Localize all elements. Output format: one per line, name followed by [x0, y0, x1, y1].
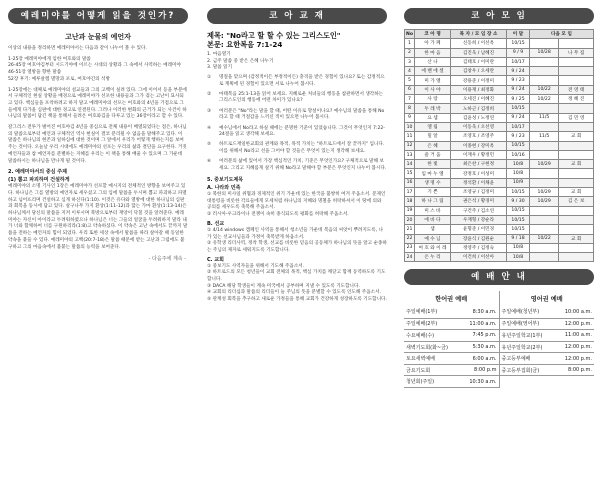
table-cell: 10/15	[507, 188, 530, 197]
table-cell: 23	[405, 243, 415, 252]
table-cell	[559, 76, 594, 85]
service-time: 8:00 p.m.	[555, 364, 594, 376]
table-row	[405, 39, 594, 48]
table-cell: 김 민 영	[559, 113, 594, 122]
table-cell: 9 / 9	[507, 48, 530, 57]
question-item: ① 명절을 맞으며 (감정적이든 부정적이든) 충격을 받은 경험이 있나요? 또는 감정적으로 계획에 된 경험이 있으면 서로 나누어 봅시다.	[207, 75, 385, 87]
service-time: 6:00 a.m.	[460, 353, 498, 365]
table-row	[405, 150, 594, 159]
table-cell: 교 회	[559, 234, 594, 243]
service-row	[500, 318, 595, 330]
table-cell: 15	[405, 169, 415, 178]
table-row	[405, 57, 594, 66]
service-row	[500, 306, 595, 318]
korean-services	[404, 291, 499, 388]
table-cell: 에 바 다	[415, 215, 451, 224]
table-cell: 에 벤 에 셀	[415, 67, 451, 76]
table-cell: 온 누 리	[415, 253, 451, 262]
service-row	[404, 364, 499, 376]
table-row	[405, 160, 594, 169]
table-cell: 강정호 / 이성미	[451, 169, 507, 178]
title-label: 제목:	[207, 31, 224, 40]
table-cell	[530, 215, 559, 224]
table-cell	[559, 178, 594, 187]
table-cell: 조영규 / 김정미	[451, 188, 507, 197]
table-cell	[559, 150, 594, 159]
table-cell: 정영주 / 김정숙	[451, 243, 507, 252]
prayer-item: ① 중보기도 사역자들을 위해서 기도해 주옵소서.	[207, 263, 305, 269]
question-item: ⑤ 하트로드재일한교회의 관계와 목적, 목적 가치는 "하트로드에서 잘 끝까지" 입니다. 이를 위해서 No라고 선을 그어야 할 것들은 무엇이 있는지 생각해 보세요.	[207, 142, 385, 154]
table-cell: 요 셉	[415, 113, 451, 122]
table-cell	[559, 57, 594, 66]
table-cell: 10/22	[530, 85, 559, 94]
table-cell	[559, 253, 594, 262]
table-row	[405, 225, 594, 234]
article-intro: 이상의 내용을 정리하면 예레미야서는 다음과 같이 나누어 볼 수 있다.	[8, 46, 147, 51]
table-cell: 교 회	[559, 188, 594, 197]
table-cell: 미 가 엘	[415, 76, 451, 85]
service-name: 주일예배(2부)	[404, 318, 460, 330]
english-services-table	[500, 306, 595, 376]
table-cell	[559, 169, 594, 178]
outline-item: 46-51장 열방을 향한 말씀	[8, 70, 62, 76]
table-cell	[530, 206, 559, 215]
question-item: ④ 예수님에서 No라고 하실 때에는 분명한 기준이 있었습니다. 그것이 무엇인지 7:22-24절을 읽고 생각해 보세요.	[207, 125, 385, 137]
table-row	[405, 188, 594, 197]
table-cell: 나 무 집	[559, 48, 594, 57]
service-name: 수요예배(수)	[404, 330, 460, 342]
english-services-title: 영어권 예배	[530, 296, 563, 304]
table-row	[405, 113, 594, 122]
table-cell	[530, 178, 559, 187]
service-row	[500, 341, 595, 353]
table-cell: 노하근 / 김정희	[451, 104, 507, 113]
table-row	[405, 76, 594, 85]
table-cell	[559, 122, 594, 131]
prayer-item: ③ DACA 해당 학생들이 계속 미국에서 공부하며 지낼 수 있도록 기도합니다.	[207, 283, 360, 289]
table-cell: 3	[405, 57, 415, 66]
study-title	[207, 31, 387, 49]
table-cell: 정 혜 진	[559, 95, 594, 104]
table-cell: 이재우 / 황정민	[451, 150, 507, 159]
table-cell: 14	[405, 160, 415, 169]
table-row	[405, 197, 594, 206]
table-cell: 두 레 박	[415, 104, 451, 113]
table-cell: 오세진 / 이혜진	[451, 95, 507, 104]
table-cell	[530, 67, 559, 76]
table-row	[405, 234, 594, 243]
service-time: 12:00 p.m.	[555, 318, 594, 330]
table-cell: 20	[405, 215, 415, 224]
question-list	[207, 75, 387, 172]
table-cell	[559, 141, 594, 150]
table-cell: 미 스 바	[415, 206, 451, 215]
article-paragraph: 예레미야의 소명 기사인 1장은 예레미야가 선포할 메시지의 전체적인 방향을 보여주고 있다. 하나님은 그를 열방의 예언자로 세우셨고 그의 입에 말씀을 두시며 뽑고 파괴하고 파멸하고 넘어뜨리며 건설하고 심게 하신다(1:10). 이것은 유다와 열방에 대한 하나님의 심판과 회복을 동시에 담고 있다. 살구나무 가지 환상(1:11-12)과 끓는 가마 환상(1:13-14)은 하나님께서 당신의 말씀을 지켜 이루시며 북방으로부터 재앙이 닥칠 것을 알려준다. 예레미야는 자신이 아이라고 두려워하였으나 하나님은 너는 그들의 얼굴을 두려워하지 말라 내가 너와 함께하여 너를 구원하리라(1:8)고 약속하셨다. 이 약속은 고난 속에서도 끝까지 말씀을 전하는 예언자의 힘이 되었다. 우리 또한 세상 속에서 말씀을 따라 살아갈 때 동일한 약속을 붙들 수 있다. 예레미야의 고백(20:7-18)은 말씀 때문에 받는 고난과 그럼에도 불구하고 그의 마음속에서 불붙는 말씀의 능력을 보여준다.	[8, 184, 188, 250]
prayer-item: ② 유학생 리더사역, 정착 학생, 선교를 비롯한 믿음의 공동체가 하나님의 뜻을 알고 순종하는 주님의 제자로 세워지도록 기도합니다.	[207, 241, 387, 253]
table-cell: 17	[405, 188, 415, 197]
table-cell: 9 / 24	[507, 113, 530, 122]
table-row	[405, 104, 594, 113]
service-name: 토요새벽예배	[404, 353, 460, 365]
table-cell: 신동희 / 이선옥	[451, 39, 507, 48]
table-cell	[530, 225, 559, 234]
table-cell: 10	[405, 122, 415, 131]
column-header: No	[405, 30, 415, 39]
meetings-header: 코 아 모 임	[404, 8, 594, 24]
table-cell: 9 / 18	[507, 234, 530, 243]
table-cell: 10/29	[530, 188, 559, 197]
table-cell: 한 빛	[415, 160, 451, 169]
table-row	[405, 85, 594, 94]
table-cell: 12	[405, 141, 415, 150]
table-cell: 우재형 / 강순라	[451, 215, 507, 224]
table-cell: 10/15	[507, 39, 530, 48]
table-cell: 사 랑	[415, 95, 451, 104]
column-header: 다음 모 임	[530, 30, 594, 39]
table-cell: 18	[405, 197, 415, 206]
table-cell: 이동욱 / 오선영	[451, 122, 507, 131]
table-cell: 강용준 / 이정미	[451, 76, 507, 85]
table-cell	[530, 243, 559, 252]
table-cell: 10/17	[507, 57, 530, 66]
table-cell: 9 / 24	[507, 85, 530, 94]
table-cell: 샘	[415, 225, 451, 234]
service-time: 8:00 p.m	[460, 364, 498, 376]
table-cell: 이용재 / 최정화	[451, 85, 507, 94]
services-header: 예 배 안 내	[404, 269, 594, 285]
table-cell	[530, 104, 559, 113]
table-cell: 교 회	[559, 132, 594, 141]
service-time: 8:30 a.m.	[460, 306, 498, 318]
table-row	[405, 206, 594, 215]
table-cell	[559, 243, 594, 252]
table-cell: 11/5	[530, 113, 559, 122]
table-cell: 최은찬 / 구현정	[451, 160, 507, 169]
article-outline	[8, 57, 188, 84]
korean-services-title: 한어권 예배	[435, 296, 468, 304]
table-cell: 김 은 보	[559, 197, 594, 206]
question-item: ⑥ 여러분의 삶에 있어서 가장 핵심적인 가치, 기준은 무엇인가요? 구체적으로 말해 보세요. 그리고 지혜롭게 살기 위해 No라고 말해야 할 부분은 무엇인지 나누어 봅시다.	[207, 159, 387, 171]
table-cell: 6	[405, 85, 415, 94]
table-cell	[559, 67, 594, 76]
service-name: 주일예배(영어부)	[500, 318, 556, 330]
table-cell: 10/8	[507, 243, 530, 252]
list-item: 1. 마음열기	[207, 52, 231, 57]
table-cell: 기 쁜	[415, 188, 451, 197]
table-cell: 9 / 24	[507, 67, 530, 76]
table-cell: 10/22	[530, 95, 559, 104]
table-cell: 10/8	[507, 169, 530, 178]
study-column	[201, 0, 393, 487]
table-cell: 24	[405, 253, 415, 262]
table-cell: 11/5	[530, 132, 559, 141]
table-cell: 권은석 / 황경미	[451, 197, 507, 206]
table-cell: 조영호 / 조영주	[451, 132, 507, 141]
table-cell: 밀 알	[415, 132, 451, 141]
prayer-heading: 5. 중보기도제목	[207, 176, 244, 183]
list-item: 2. 금주 말씀 중 받은 은혜 나누기	[207, 58, 274, 64]
table-cell	[530, 76, 559, 85]
service-time: 12:00 p.m.	[555, 353, 594, 365]
info-column	[400, 0, 598, 487]
table-cell: 10/15	[507, 215, 530, 224]
prayer-list	[207, 192, 387, 219]
table-row	[405, 215, 594, 224]
outline-item: 26-45장 여호야김부터 시드기야에 이르는 시대의 상황과 그 속에서 사역하는 예레미야	[8, 63, 181, 69]
table-cell	[530, 122, 559, 131]
table-cell: 10/28	[530, 48, 559, 57]
table-header-row	[405, 30, 594, 39]
table-cell: 10/15	[507, 141, 530, 150]
table-cell	[530, 57, 559, 66]
table-cell	[530, 253, 559, 262]
subsection-heading: (1) 뽑고 파괴하며 건설하게	[8, 177, 70, 184]
table-cell: 여 호 와 이 레	[415, 243, 451, 252]
service-row	[404, 306, 499, 318]
column-header: 코 아 명	[415, 30, 451, 39]
table-row	[405, 132, 594, 141]
table-cell: 김창우 / 오세란	[451, 67, 507, 76]
service-time: 12:00 p.m.	[555, 341, 594, 353]
table-cell: 교 회	[559, 160, 594, 169]
english-services	[499, 291, 595, 388]
table-cell: 산 나	[415, 57, 451, 66]
table-row	[405, 67, 594, 76]
table-cell: 8	[405, 104, 415, 113]
table-cell: 하 나 그 림	[415, 197, 451, 206]
passage-text: 요한복음 7:1-24	[226, 40, 283, 49]
service-name: 중고등부집회(금)	[500, 364, 556, 376]
table-cell: 즐 거 움	[415, 150, 451, 159]
table-cell	[530, 39, 559, 48]
table-cell	[559, 225, 594, 234]
service-name: 유년주일학교(1부)	[500, 330, 556, 342]
korean-services-table	[404, 306, 499, 388]
outline-item: 52장 후기: 예루살렘 멸망과 포로, 여호야긴의 석방	[8, 76, 110, 82]
table-cell: 9	[405, 113, 415, 122]
service-row	[500, 353, 595, 365]
meetings-table	[404, 29, 594, 262]
table-cell: 1	[405, 39, 415, 48]
table-cell: 10/15	[507, 225, 530, 234]
service-name: 중고등부예배	[500, 353, 556, 365]
table-cell: 전 영 태	[559, 85, 594, 94]
table-row	[405, 141, 594, 150]
service-row	[500, 330, 595, 342]
article-paragraph: 1-25장에는 대체로 예레미야의 설교들과 그의 고백이 실려 있다. 그에 이어서 등을 부분에서 구체적인 현실 상황을 배경으로 예레미야가 선포한 내용들과 그가 겪는 고난이 묘사되고 있다. 핵심들을 포착하려고 하지 말고 예레미야의 선포는 여호와의 4년을 기점으로 그들에게 다가올 심판에 대한 경고로 연결된다. 그러나 이러한 변화의 근거가 되는 사건이 하나님의 말씀이 담긴 책을 통해서 들려온 여호와김을 다루고 있는 36장이라고 할 수 있다.	[8, 87, 187, 120]
table-cell: 22	[405, 234, 415, 243]
passage-label: 본문:	[207, 40, 224, 49]
table-cell: 21	[405, 225, 415, 234]
table-row	[405, 48, 594, 57]
service-row	[404, 318, 499, 330]
table-cell: 10/17	[507, 122, 530, 131]
study-intro-list	[207, 52, 387, 72]
table-cell: 임 마 누 엘	[415, 169, 451, 178]
table-cell: 윤형준 / 이민경	[451, 225, 507, 234]
prayer-item: ② 하트로드의 모든 청년들이 교회 전체의 목적, 핵심 가치를 깨닫고 함께 동역하도록 기도합니다.	[207, 270, 386, 283]
table-cell: 10/16	[507, 150, 530, 159]
table-cell: 5	[405, 76, 415, 85]
table-cell	[559, 206, 594, 215]
service-time: 11:00 a.m.	[555, 330, 594, 342]
prayer-subheading: C. 교회	[207, 256, 224, 263]
table-cell: 10/8	[507, 160, 530, 169]
table-cell: 장윤식 / 김원순	[451, 234, 507, 243]
prayer-list	[207, 228, 387, 255]
table-cell: 9 / 23	[507, 132, 530, 141]
table-cell: 7	[405, 95, 415, 104]
question-item: ② 마태복음 25:1-13을 읽어 보세요. 지혜로운 처녀들의 행동을 참관하면서 생각하는 그리스도인의 행동에 어떤 차이가 있나요?	[207, 91, 384, 104]
table-cell: 9 / 23	[507, 76, 530, 85]
table-cell: 아 가 페	[415, 39, 451, 48]
table-cell: 이건희 / 이선아	[451, 253, 507, 262]
service-row	[404, 330, 499, 342]
article-header: 예레미야를 어떻게 읽을 것인가?	[8, 8, 188, 24]
prayer-subheading: A. 나라와 민족	[207, 184, 241, 191]
outline-item: 1-25장 예레미야에게 임한 여호와의 말씀	[8, 56, 91, 62]
prayer-item: ④ 교회의 리더십과 말씀의 리더들이 늘 주님의 뜻을 분별할 수 있도록 인도해 주옵소서.	[207, 290, 381, 296]
service-row	[404, 353, 499, 365]
table-cell: 11	[405, 132, 415, 141]
section-heading: 2. 예레미야서의 중심 주제	[8, 169, 67, 176]
service-name: 유년주일학교(2부)	[500, 341, 556, 353]
table-row	[405, 253, 594, 262]
service-row	[404, 341, 499, 353]
table-cell: 2	[405, 48, 415, 57]
table-row	[405, 169, 594, 178]
table-cell: 은 혜	[415, 141, 451, 150]
meetings-body	[405, 39, 594, 262]
table-cell: 한 마 음	[415, 48, 451, 57]
table-cell	[559, 39, 594, 48]
service-time: 10:00 a.m.	[555, 306, 594, 318]
table-cell: 10/29	[530, 160, 559, 169]
table-cell: 9 / 30	[507, 197, 530, 206]
table-cell: 이종현 / 강미옥	[451, 141, 507, 150]
table-cell	[559, 104, 594, 113]
table-cell	[530, 169, 559, 178]
table-cell: 10/15	[507, 206, 530, 215]
service-name: 주일예배(1부)	[404, 306, 460, 318]
table-cell: 이 사 야	[415, 85, 451, 94]
table-row	[405, 243, 594, 252]
service-time: 11:00 a.m.	[460, 318, 498, 330]
table-cell: 예 수 님	[415, 234, 451, 243]
service-time: 5:30 a.m.	[460, 341, 498, 353]
table-cell: 김진욱 / 남혜진	[451, 48, 507, 57]
prayer-item: ① 4/14 windows 캠페인 사역을 통해서 청소년들 가운데 복음의 씨앗이 뿌려지도록, 나가 있는 선교사님들과 가정이 축복받게 하옵소서.	[207, 227, 384, 240]
service-name: 새벽기도회(화~금)	[404, 341, 460, 353]
table-cell: 4	[405, 67, 415, 76]
service-name: 주일예배(청년부)	[500, 306, 556, 318]
table-cell: 16	[405, 178, 415, 187]
title-text: "No라고 할 할 수 있는 그리스도인"	[226, 31, 341, 40]
table-cell	[530, 150, 559, 159]
question-item: ③ 여러분은 "No"라는 말을 할 때, 어떤 이유로 망설이나요? 예수님의 말씀을 통해 No라고 할 때 거절감을 느끼신 적이 있으면 나누어 봅시다.	[207, 108, 385, 121]
table-cell: 엘 림	[415, 122, 451, 131]
service-row	[500, 364, 595, 376]
table-cell: 김윤성 / 노정연	[451, 113, 507, 122]
service-name: 청년회(주일)	[404, 376, 460, 388]
table-cell: 구건주 / 김소연	[451, 206, 507, 215]
table-cell	[530, 141, 559, 150]
service-name: 금요기도회	[404, 364, 460, 376]
prayer-list	[207, 264, 387, 304]
table-cell: 10/8	[507, 253, 530, 262]
table-cell: 13	[405, 150, 415, 159]
continued-note: - 다음주에 계속 -	[148, 256, 186, 263]
table-cell: 김태호 / 이미란	[451, 57, 507, 66]
prayer-item: ⑤ 관계성 회복을 추구하고 새로운 가정들을 통해 교회가 건강하게 성장하도록 기도합니다.	[207, 297, 387, 303]
table-cell: 정석환 / 이채윤	[451, 178, 507, 187]
list-item: 3. 말씀 읽기	[207, 65, 233, 71]
table-cell	[559, 215, 594, 224]
table-cell: 생 명 수	[415, 178, 451, 187]
table-cell: 10/15	[507, 104, 530, 113]
article-column	[2, 0, 194, 487]
article-paragraph: 갈그리스 전투가 벌어진 여호야김 4년을 중심으로 전체 내용이 배열되었다는 점은, 하나님의 말씀으로부터 예언과 구체적인 역사 현실이 결코 분리될 수 없음을 말해주고 있다. 이 말씀은 하나님의 현존과 일하심에 대한 것이며 그 앞에서 우리가 어떻게 행하는지를 보여주는 것이다. 오늘날 우리 시대에도 예레미야의 선포는 우리의 삶과 결단을 요구한다. 거짓 예언자들과 참 예언자를 분별하는 지혜를 우리는 이 책을 통해 배울 수 있으며 그 가운데 말씀하시는 하나님을 만나게 될 것이다.	[8, 125, 187, 164]
column-header: 이 달	[507, 30, 530, 39]
table-row	[405, 122, 594, 131]
services-panel	[404, 291, 594, 388]
article-subtitle: 고난과 눈물의 예언자	[65, 33, 131, 41]
table-cell: 10/9	[507, 178, 530, 187]
prayer-item: ② 러시아-우크라이나 전쟁이 속히 종식되도록 평화를 허락해 주옵소서.	[207, 212, 349, 218]
prayer-subheading: B. 선교	[207, 220, 225, 227]
table-cell: 10/29	[530, 197, 559, 206]
table-row	[405, 95, 594, 104]
service-row	[404, 376, 499, 388]
prayer-item: ① 북한의 미사일 위협과 경제적인 위기 가운데 있는 한국을 불쌍히 여겨 주옵소서. 문제인 대통령을 비롯한 각료들에게 모세처럼 하나님의 지혜와 명철을 허락하셔서 이 땅에 의와 공의를 세우도록 축복해 주옵소서.	[207, 191, 386, 211]
table-cell: 10/22	[530, 234, 559, 243]
column-header: 목 자 / 모 임 장 소	[451, 30, 507, 39]
table-cell: 19	[405, 206, 415, 215]
service-time: 10:30 a.m.	[460, 376, 498, 388]
study-header: 코 아 교 재	[207, 8, 387, 24]
service-time: 7:45 p.m.	[460, 330, 498, 342]
table-row	[405, 178, 594, 187]
table-cell: 9 / 25	[507, 95, 530, 104]
